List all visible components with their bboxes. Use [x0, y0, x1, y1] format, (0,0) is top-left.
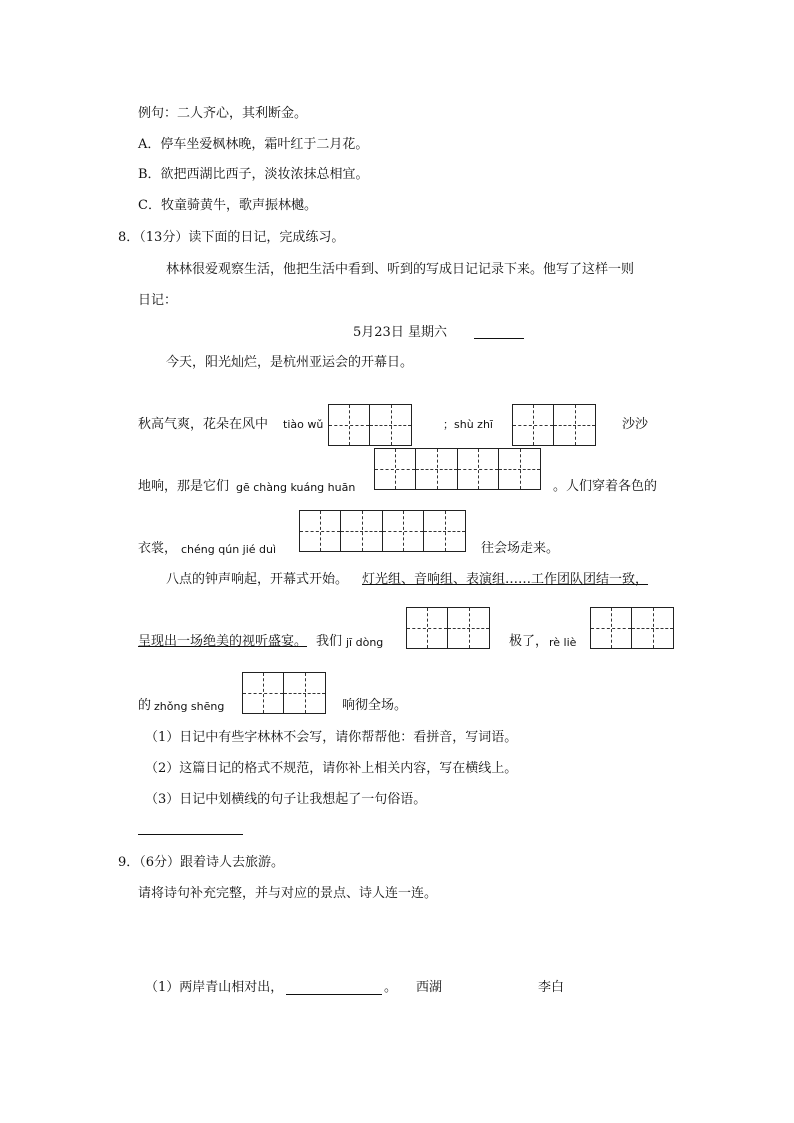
q9-title: 9．（6分）跟着诗人去旅游。: [118, 855, 285, 870]
answer-grid-jiedui[interactable]: [382, 510, 466, 552]
pinyin-gechang-kuanghuan: gē chàng kuáng huān: [236, 481, 356, 494]
diary-line4-end: 往会场走来。: [481, 541, 560, 556]
grid-cell[interactable]: [591, 608, 632, 648]
grid-cell[interactable]: [243, 673, 284, 713]
grid-cell[interactable]: [424, 511, 465, 551]
answer-grid-zhongsheng[interactable]: [242, 672, 326, 714]
grid-cell[interactable]: [383, 511, 424, 551]
answer-grid-jidong[interactable]: [406, 607, 490, 649]
q9-item1-end: 。: [384, 980, 398, 995]
grid-cell[interactable]: [554, 405, 595, 445]
grid-cell[interactable]: [407, 608, 448, 648]
grid-cell[interactable]: [284, 673, 325, 713]
grid-cell[interactable]: [632, 608, 673, 648]
diary-date-line: 5月23日 星期六: [353, 325, 447, 340]
diary-line3-text: 地响，那是它们: [138, 479, 230, 494]
weather-blank[interactable]: [474, 338, 524, 339]
q7-option-b: B．欲把西湖比西子，淡妆浓抹总相宜。: [138, 167, 369, 182]
q7-option-a: A．停车坐爱枫林晚，霜叶红于二月花。: [138, 137, 369, 152]
q7-option-c: C．牧童骑黄牛，歌声振林樾。: [138, 198, 317, 213]
diary-line3-end: 。人们穿着各色的: [553, 479, 658, 494]
q8-sub2: （2）这篇日记的格式不规范，请你补上相关内容，写在横线上。: [145, 761, 518, 776]
diary-p2-underlined-1: 灯光组、音响组、表演组……工作团队团结一致，: [362, 572, 649, 587]
grid-cell[interactable]: [458, 449, 499, 489]
q9-item1: （1）两岸青山相对出，: [145, 980, 284, 995]
q8-sub1: （1）日记中有些字林林不会写，请你帮帮他：看拼音，写词语。: [145, 730, 518, 745]
grid-cell[interactable]: [370, 405, 411, 445]
grid-cell[interactable]: [416, 449, 457, 489]
answer-grid-tiaowu[interactable]: [328, 404, 412, 446]
pinyin-shuzhi: ；shù zhī: [443, 418, 493, 431]
answer-grid-shuzhi[interactable]: [512, 404, 596, 446]
q9-place1: 西湖: [416, 980, 443, 995]
diary-p2-plain: 八点的钟声响起，开幕式开始。: [166, 572, 349, 587]
pinyin-zhongsheng: zhǒng shēng: [154, 700, 225, 713]
diary-line4-text: 衣裳，: [138, 541, 178, 556]
q9-instruction: 请将诗句补充完整，并与对应的景点、诗人连一连。: [138, 886, 438, 901]
answer-grid-kuanghuan[interactable]: [457, 448, 541, 490]
answer-grid-gechang[interactable]: [374, 448, 458, 490]
grid-cell[interactable]: [300, 511, 341, 551]
diary-paragraph-1: 今天，阳光灿烂，是杭州亚运会的开幕日。: [166, 355, 414, 370]
grid-cell[interactable]: [513, 405, 554, 445]
sub3-answer-blank[interactable]: [138, 834, 243, 835]
diary-line7-end: 响彻全场。: [342, 698, 408, 713]
diary-line2-end: 沙沙: [622, 417, 649, 432]
answer-grid-relie[interactable]: [590, 607, 674, 649]
diary-line6-text: 极了，: [509, 634, 549, 649]
answer-grid-chengqun[interactable]: [299, 510, 383, 552]
grid-cell[interactable]: [499, 449, 540, 489]
diary-line2-text: 秋高气爽，花朵在风中: [138, 417, 269, 432]
q8-title: 8．（13分）读下面的日记，完成练习。: [118, 230, 345, 245]
q8-intro-line1: 林林很爱观察生活，他把生活中看到、听到的写成日记记录下来。他写了这样一则: [166, 262, 635, 277]
diary-line7-text: 的: [138, 698, 152, 713]
q9-item1-blank[interactable]: [286, 994, 382, 995]
diary-p2-after: 我们: [316, 634, 343, 649]
pinyin-chengqun-jiedui: chéng qún jié duì: [181, 543, 277, 556]
q8-sub3: （3）日记中划横线的句子让我想起了一句俗语。: [145, 792, 427, 807]
pinyin-relie: rè liè: [549, 636, 577, 649]
q8-intro-line2: 日记：: [138, 293, 178, 308]
pinyin-tiaowu: tiào wǔ: [283, 418, 324, 431]
pinyin-jidong: jī dòng: [346, 636, 384, 649]
grid-cell[interactable]: [375, 449, 416, 489]
q7-example: 例句：二人齐心，其利断金。: [138, 106, 308, 121]
grid-cell[interactable]: [341, 511, 382, 551]
q9-poet1: 李白: [538, 980, 565, 995]
grid-cell[interactable]: [448, 608, 489, 648]
grid-cell[interactable]: [329, 405, 370, 445]
diary-p2-underlined-2: 呈现出一场绝美的视听盛宴。: [138, 634, 308, 649]
